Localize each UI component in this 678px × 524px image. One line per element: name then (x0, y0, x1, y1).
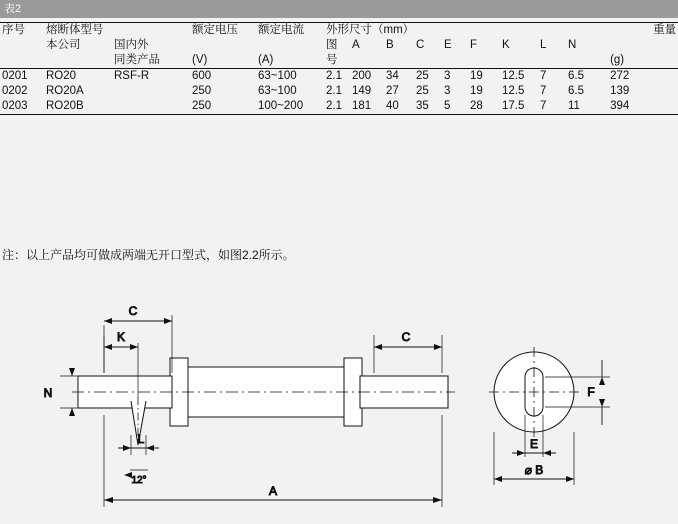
cell-model-own: RO20 (46, 70, 77, 82)
svg-text:N: N (43, 386, 53, 400)
cell-n: 6.5 (568, 70, 584, 82)
table-row (0, 69, 678, 85)
technical-drawing (0, 285, 678, 524)
header-cell-current: 额定电流 (256, 23, 324, 39)
cell-voltage: 600 (192, 70, 212, 82)
header-cell-blank-12 (500, 53, 538, 69)
header-cell-dim-l: L (540, 39, 547, 51)
svg-text:K: K (116, 330, 126, 344)
cell-l: 7 (540, 85, 547, 97)
svg-text:C: C (128, 304, 138, 318)
table-header-row-2 (0, 38, 678, 53)
header-cell-dim-tu: 图 (326, 39, 338, 51)
header-cell-blank-14 (566, 53, 608, 69)
cell-tu: 2.1 (326, 70, 342, 82)
header-cell-model-other-2: 同类产品 (112, 53, 190, 69)
cell-k: 17.5 (500, 99, 538, 115)
svg-text:L: L (137, 432, 145, 446)
cell-k: 12.5 (502, 70, 525, 82)
table-row (0, 99, 678, 115)
header-cell-dim-a: A (352, 39, 360, 51)
cell-l: 7 (540, 70, 547, 82)
header-cell-blank-5 (0, 53, 44, 69)
table-header-row-3 (0, 53, 678, 69)
cell-model-other (112, 84, 190, 99)
cell-a: 181 (350, 99, 384, 115)
header-cell-blank-4 (608, 38, 678, 53)
cell-model-own: RO20A (46, 85, 84, 97)
cell-model-other (112, 99, 190, 115)
svg-text:12°: 12° (131, 475, 147, 486)
header-cell-model: 熔断体型号 (44, 23, 190, 39)
header-cell-blank-6 (44, 53, 112, 69)
header-cell-voltage: 额定电压 (190, 23, 256, 39)
cell-e: 3 (444, 70, 451, 82)
cell-e: 3 (444, 85, 451, 97)
spec-table (0, 22, 678, 115)
cell-weight: 139 (610, 85, 630, 97)
cell-l: 7 (538, 99, 566, 115)
cell-f: 28 (468, 99, 500, 115)
cell-current: 63~100 (258, 85, 297, 97)
cell-c: 35 (414, 99, 442, 115)
table-caption-label: 表2 (4, 3, 22, 15)
header-cell-blank-1 (0, 38, 44, 53)
cell-a: 149 (352, 85, 372, 97)
cell-voltage: 250 (192, 85, 212, 97)
header-cell-no: 序号 (0, 23, 44, 39)
svg-text:E: E (529, 437, 539, 451)
cell-c: 25 (416, 70, 429, 82)
cell-weight: 394 (608, 99, 678, 115)
table-caption-bar (0, 0, 678, 18)
header-cell-blank-10 (442, 53, 468, 69)
header-cell-voltage-unit: (V) (190, 53, 256, 69)
cell-current: 100~200 (256, 99, 324, 115)
cell-current: 63~100 (258, 70, 297, 82)
cell-f: 19 (470, 70, 483, 82)
cell-c: 25 (416, 85, 429, 97)
header-cell-dim-hao: 号 (324, 53, 350, 69)
table-row (0, 84, 678, 99)
cell-weight: 272 (610, 70, 630, 82)
cell-voltage: 250 (190, 99, 256, 115)
header-cell-dim-c: C (416, 39, 425, 51)
note-text: 注：以上产品均可做成两端无开口型式，如图2.2所示。 (2, 248, 295, 262)
cell-no: 0201 (2, 70, 28, 82)
cell-model-other: RSF-R (114, 70, 150, 82)
header-cell-current-unit: (A) (256, 53, 324, 69)
spec-table-container (0, 22, 678, 115)
header-cell-blank-2 (190, 38, 256, 53)
header-cell-blank-11 (468, 53, 500, 69)
table-header-row-1 (0, 23, 678, 39)
cell-n: 6.5 (568, 85, 584, 97)
cell-b: 27 (386, 85, 399, 97)
cell-a: 200 (352, 70, 372, 82)
header-cell-weight: 重量 (608, 23, 678, 39)
cell-b: 34 (386, 70, 399, 82)
cell-no: 0202 (2, 85, 28, 97)
header-cell-dim-f: F (470, 39, 478, 51)
header-cell-blank-3 (256, 38, 324, 53)
header-cell-blank-9 (414, 53, 442, 69)
header-cell-weight-unit: (g) (608, 53, 678, 69)
svg-text:C: C (401, 330, 411, 344)
cell-n: 11 (566, 99, 608, 115)
header-cell-dim-n: N (568, 39, 577, 51)
cell-model-own: RO20B (44, 99, 112, 115)
cell-f: 19 (470, 85, 483, 97)
header-cell-dim-e: E (444, 39, 452, 51)
cell-tu: 2.1 (324, 99, 350, 115)
header-cell-dim-b: B (386, 39, 394, 51)
header-cell-model-own: 本公司 (46, 39, 81, 51)
header-cell-model-other: 国内外 (114, 39, 149, 51)
header-cell-dimensions: 外形尺寸（mm） (324, 23, 608, 39)
cell-tu: 2.1 (326, 85, 342, 97)
svg-text:⌀ B: ⌀ B (524, 463, 544, 477)
header-cell-dim-k: K (502, 39, 510, 51)
cell-k: 12.5 (502, 85, 525, 97)
header-cell-blank-8 (384, 53, 414, 69)
svg-text:A: A (268, 484, 278, 498)
svg-text:F: F (587, 385, 595, 399)
cell-e: 5 (442, 99, 468, 115)
header-cell-blank-7 (350, 53, 384, 69)
cell-b: 40 (384, 99, 414, 115)
header-cell-blank-13 (538, 53, 566, 69)
cell-no: 0203 (0, 99, 44, 115)
